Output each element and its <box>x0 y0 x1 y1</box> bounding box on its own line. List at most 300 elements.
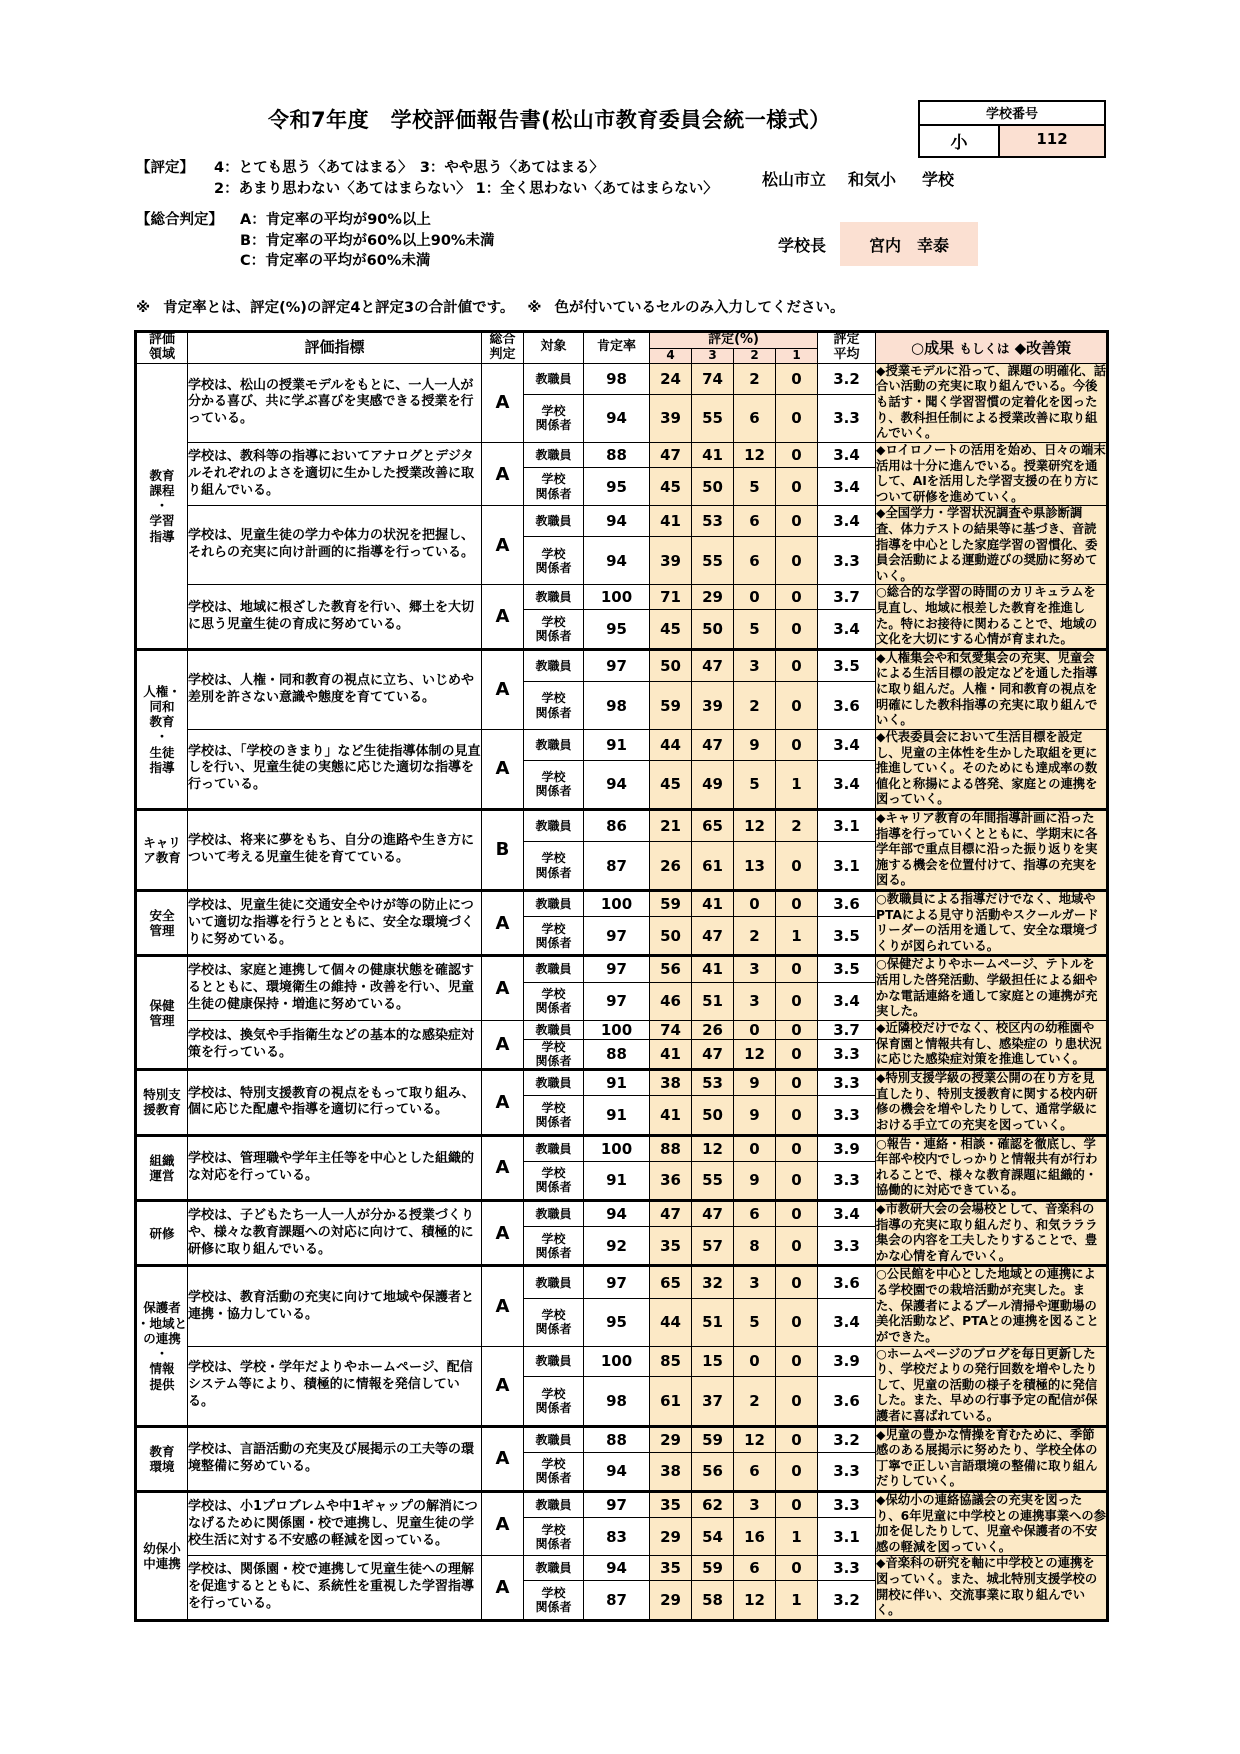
table-row <box>136 1426 1108 1452</box>
score-2-cell[interactable]: 5 <box>734 1298 776 1346</box>
score-3-cell[interactable]: 47 <box>692 916 734 955</box>
table-header <box>136 332 1108 364</box>
score-1-cell[interactable]: 0 <box>776 442 818 467</box>
comment-cell[interactable]: ◆近隣校だけでなく、校区内の幼稚園や保育園と情報共有し、感染症の り患状況に応じた感染症対策を推進していく。 <box>876 1020 1108 1069</box>
score-2-cell[interactable]: 9 <box>734 1096 776 1135</box>
col-header-positive-rate: 肯定率 <box>584 332 650 364</box>
average-cell: 3.3 <box>818 1161 876 1200</box>
score-4-cell[interactable]: 41 <box>650 506 692 537</box>
score-4-cell[interactable]: 56 <box>650 956 692 982</box>
score-1-cell[interactable]: 1 <box>776 760 818 809</box>
target-cell: 学校 関係者 <box>524 1298 584 1346</box>
average-cell: 3.4 <box>818 729 876 760</box>
score-4-cell[interactable]: 39 <box>650 394 692 442</box>
score-2-cell[interactable]: 8 <box>734 1227 776 1266</box>
domain-cell: 研修 <box>136 1201 188 1266</box>
score-2-cell[interactable]: 0 <box>734 1346 776 1377</box>
score-1-cell[interactable]: 0 <box>776 1201 818 1227</box>
score-4-cell[interactable]: 47 <box>650 1201 692 1227</box>
positive-rate-cell: 97 <box>584 1492 650 1518</box>
target-cell: 教職員 <box>524 1070 584 1096</box>
school-number-box <box>918 100 1106 158</box>
score-3-cell[interactable]: 55 <box>692 1161 734 1200</box>
average-cell: 3.3 <box>818 394 876 442</box>
judgement-legend-head: 【総合判定】 <box>136 212 223 228</box>
score-4-cell[interactable]: 74 <box>650 1020 692 1039</box>
score-2-cell[interactable]: 6 <box>734 1201 776 1227</box>
positive-rate-cell: 92 <box>584 1227 650 1266</box>
average-cell: 3.1 <box>818 809 876 841</box>
score-3-cell[interactable]: 49 <box>692 760 734 809</box>
domain-cell: 教育 課程 ・ 学習 指導 <box>136 363 188 649</box>
score-2-cell[interactable]: 6 <box>734 506 776 537</box>
target-cell: 学校 関係者 <box>524 1039 584 1069</box>
judgement-cell[interactable]: A <box>482 1201 524 1266</box>
indicator-cell: 学校は、管理職や学年主任等を中心とした組織的な対応を行っている。 <box>188 1135 482 1200</box>
score-3-cell[interactable]: 26 <box>692 1020 734 1039</box>
positive-rate-cell: 98 <box>584 682 650 730</box>
indicator-cell: 学校は、教科等の指導においてアナログとデジタルそれぞれのよさを適切に生かした授業改善に取り組んでいる。 <box>188 442 482 505</box>
average-cell: 3.3 <box>818 1096 876 1135</box>
score-4-cell[interactable]: 71 <box>650 585 692 610</box>
table-row <box>136 956 1108 982</box>
score-3-cell[interactable]: 12 <box>692 1135 734 1161</box>
score-4-cell[interactable]: 65 <box>650 1266 692 1298</box>
score-4-cell[interactable]: 41 <box>650 1039 692 1069</box>
target-cell: 学校 関係者 <box>524 1581 584 1621</box>
score-1-cell[interactable]: 0 <box>776 1096 818 1135</box>
score-4-cell[interactable]: 35 <box>650 1227 692 1266</box>
indicator-cell: 学校は、換気や手指衛生などの基本的な感染症対策を行っている。 <box>188 1020 482 1069</box>
judgement-legend-b: B：肯定率の平均が60%以上90%未満 <box>240 232 495 249</box>
school-kind-value: 小 <box>920 126 1000 156</box>
indicator-cell: 学校は、教育活動の充実に向けて地域や保護者と連携・協力している。 <box>188 1266 482 1346</box>
comment-cell[interactable]: ○教職員による指導だけでなく、地域やPTAによる見守り活動やスクールガードリーダーの活用を通して、安全な環境づくりが図られている。 <box>876 890 1108 955</box>
score-2-cell[interactable]: 0 <box>734 1020 776 1039</box>
domain-cell: 組織 運営 <box>136 1135 188 1200</box>
target-cell: 教職員 <box>524 363 584 394</box>
positive-rate-cell: 94 <box>584 1201 650 1227</box>
score-2-cell[interactable]: 12 <box>734 1581 776 1621</box>
average-cell: 3.3 <box>818 1227 876 1266</box>
comment-cell[interactable]: ◆全国学力・学習状況調査や県診断調査、体力テストの結果等に基づき、音読指導を中心とした家庭学習の習慣化、委員会活動による運動遊びの奨励に努めていく。 <box>876 506 1108 585</box>
score-1-cell[interactable]: 0 <box>776 610 818 650</box>
score-1-cell[interactable]: 0 <box>776 363 818 394</box>
score-3-cell[interactable]: 41 <box>692 890 734 916</box>
target-cell: 学校 関係者 <box>524 394 584 442</box>
comment-cell[interactable]: ◆キャリア教育の年間指導計画に沿った指導を行っていくとともに、学期末に各学年部で重点目標に沿った振り返りを実施する機会を位置付けて、指導の充実を図る。 <box>876 809 1108 890</box>
indicator-cell: 学校は、「学校のきまり」など生徒指導体制の見直しを行い、児童生徒の実態に応じた適切な指導を行っている。 <box>188 729 482 809</box>
judgement-legend-a: A：肯定率の平均が90%以上 <box>240 212 431 228</box>
comment-cell[interactable]: ◆保幼小の連絡協議会の充実を図ったり、6年児童に中学校との連携事業への参加を促したりして、児童や保護者の不安感の軽減を図っていく。 <box>876 1492 1108 1556</box>
score-4-cell[interactable]: 41 <box>650 1096 692 1135</box>
score-3-cell[interactable]: 41 <box>692 442 734 467</box>
col-header-score-3: 3 <box>692 349 734 364</box>
score-4-cell[interactable]: 47 <box>650 442 692 467</box>
score-2-cell[interactable]: 6 <box>734 1452 776 1491</box>
average-cell: 3.2 <box>818 363 876 394</box>
domain-cell: 安全 管理 <box>136 890 188 955</box>
score-1-cell[interactable]: 0 <box>776 1377 818 1426</box>
indicator-cell: 学校は、特別支援教育の視点をもって取り組み、個に応じた配慮や指導を適切に行っている。 <box>188 1070 482 1135</box>
target-cell: 教職員 <box>524 1135 584 1161</box>
score-1-cell[interactable]: 2 <box>776 809 818 841</box>
score-3-cell[interactable]: 55 <box>692 537 734 585</box>
note-line <box>136 296 845 317</box>
score-1-cell[interactable]: 0 <box>776 537 818 585</box>
target-cell: 教職員 <box>524 809 584 841</box>
comment-cell[interactable]: ◆人権集会や和気愛集会の充実、児童会による生活目標の設定などを通した指導に取り組んだ。人権・同和教育の視点を明確にした教科指導の充実に取り組んでいく。 <box>876 649 1108 729</box>
score-3-cell[interactable]: 65 <box>692 809 734 841</box>
school-name[interactable]: 和気小 <box>848 170 897 189</box>
score-2-cell[interactable]: 5 <box>734 760 776 809</box>
indicator-cell: 学校は、人権・同和教育の視点に立ち、いじめや差別を許さない意識や態度を育てている。 <box>188 649 482 729</box>
score-1-cell[interactable]: 0 <box>776 585 818 610</box>
score-1-cell[interactable]: 0 <box>776 649 818 681</box>
indicator-cell: 学校は、子どもたち一人一人が分かる授業づくりや、様々な教育課題への対応に向けて、積極的に研修に取り組んでいる。 <box>188 1201 482 1266</box>
score-1-cell[interactable]: 0 <box>776 1346 818 1377</box>
score-4-cell[interactable]: 39 <box>650 537 692 585</box>
col-header-score-1: 1 <box>776 349 818 364</box>
score-2-cell[interactable]: 12 <box>734 442 776 467</box>
score-1-cell[interactable]: 0 <box>776 1135 818 1161</box>
judgement-cell[interactable]: B <box>482 809 524 890</box>
score-3-cell[interactable]: 41 <box>692 956 734 982</box>
score-2-cell[interactable]: 6 <box>734 537 776 585</box>
score-3-cell[interactable]: 58 <box>692 1581 734 1621</box>
indicator-cell: 学校は、家庭と連携して個々の健康状態を確認するとともに、環境衛生の維持・改善を行い、児童生徒の健康保持・増進に努めている。 <box>188 956 482 1020</box>
score-1-cell[interactable]: 0 <box>776 682 818 730</box>
score-1-cell[interactable]: 0 <box>776 1266 818 1298</box>
rating-legend-line2: 2：あまり思わない〈あてはまらない〉 1：全く思わない〈あてはまらない〉 <box>214 180 718 197</box>
score-2-cell[interactable]: 2 <box>734 363 776 394</box>
average-cell: 3.3 <box>818 1492 876 1518</box>
score-3-cell[interactable]: 47 <box>692 649 734 681</box>
score-2-cell[interactable]: 6 <box>734 1556 776 1581</box>
score-3-cell[interactable]: 53 <box>692 1070 734 1096</box>
positive-rate-cell: 97 <box>584 956 650 982</box>
school-number-value[interactable]: 112 <box>1000 126 1104 156</box>
score-4-cell[interactable]: 29 <box>650 1518 692 1556</box>
average-cell: 3.4 <box>818 610 876 650</box>
indicator-cell: 学校は、児童生徒に交通安全やけが等の防止について適切な指導を行うとともに、安全な環境づくりに努めている。 <box>188 890 482 955</box>
score-2-cell[interactable]: 12 <box>734 1426 776 1452</box>
judgement-cell[interactable]: A <box>482 1346 524 1426</box>
table-row <box>136 506 1108 537</box>
average-cell: 3.4 <box>818 506 876 537</box>
judgement-cell[interactable]: A <box>482 1020 524 1069</box>
target-cell: 教職員 <box>524 890 584 916</box>
positive-rate-cell: 91 <box>584 729 650 760</box>
comment-cell[interactable]: ○保健だよりやホームページ、テトルを活用した啓発活動、学級担任による細やかな電話連絡を通して家庭との連携が充実した。 <box>876 956 1108 1020</box>
positive-rate-cell: 97 <box>584 982 650 1020</box>
score-3-cell[interactable]: 74 <box>692 363 734 394</box>
judgement-cell[interactable]: A <box>482 506 524 585</box>
comment-cell[interactable]: ◆児童の豊かな情操を育むために、季節感のある展掲示に努めたり、学校全体の丁寧で正しい言語環境の整備に取り組んだりしていく。 <box>876 1426 1108 1491</box>
score-1-cell[interactable]: 0 <box>776 1227 818 1266</box>
score-2-cell[interactable]: 0 <box>734 585 776 610</box>
target-cell: 学校 関係者 <box>524 982 584 1020</box>
school-number-label: 学校番号 <box>920 102 1104 126</box>
evaluation-table <box>134 330 1109 1622</box>
positive-rate-cell: 97 <box>584 1266 650 1298</box>
average-cell: 3.6 <box>818 682 876 730</box>
score-4-cell[interactable]: 21 <box>650 809 692 841</box>
score-2-cell[interactable]: 2 <box>734 916 776 955</box>
score-4-cell[interactable]: 85 <box>650 1346 692 1377</box>
average-cell: 3.3 <box>818 1070 876 1096</box>
score-3-cell[interactable]: 55 <box>692 394 734 442</box>
score-2-cell[interactable]: 16 <box>734 1518 776 1556</box>
target-cell: 教職員 <box>524 1266 584 1298</box>
judgement-cell[interactable]: A <box>482 1135 524 1200</box>
score-2-cell[interactable]: 9 <box>734 729 776 760</box>
target-cell: 教職員 <box>524 956 584 982</box>
score-4-cell[interactable]: 59 <box>650 682 692 730</box>
comment-cell[interactable]: ◆市教研大会の会場校として、音楽科の指導の充実に取り組んだり、和気ラララ集会の内容を工夫したりすることで、豊かな心情を育んでいく。 <box>876 1201 1108 1266</box>
average-cell: 3.6 <box>818 1266 876 1298</box>
target-cell: 学校 関係者 <box>524 1227 584 1266</box>
indicator-cell: 学校は、将来に夢をもち、自分の進路や生き方について考える児童生徒を育てている。 <box>188 809 482 890</box>
target-cell: 学校 関係者 <box>524 467 584 506</box>
score-1-cell[interactable]: 1 <box>776 1581 818 1621</box>
positive-rate-cell: 97 <box>584 916 650 955</box>
positive-rate-cell: 95 <box>584 467 650 506</box>
score-4-cell[interactable]: 59 <box>650 890 692 916</box>
positive-rate-cell: 100 <box>584 1020 650 1039</box>
score-1-cell[interactable]: 1 <box>776 916 818 955</box>
col-header-judgement: 総合 判定 <box>482 332 524 364</box>
target-cell: 学校 関係者 <box>524 682 584 730</box>
target-cell: 学校 関係者 <box>524 916 584 955</box>
score-2-cell[interactable]: 6 <box>734 394 776 442</box>
positive-rate-cell: 98 <box>584 363 650 394</box>
score-3-cell[interactable]: 50 <box>692 1096 734 1135</box>
score-1-cell[interactable]: 0 <box>776 842 818 891</box>
target-cell: 学校 関係者 <box>524 1161 584 1200</box>
score-1-cell[interactable]: 0 <box>776 1426 818 1452</box>
score-4-cell[interactable]: 26 <box>650 842 692 891</box>
score-2-cell[interactable]: 0 <box>734 1135 776 1161</box>
positive-rate-cell: 88 <box>584 1039 650 1069</box>
score-1-cell[interactable]: 0 <box>776 1161 818 1200</box>
score-2-cell[interactable]: 3 <box>734 956 776 982</box>
judgement-cell[interactable]: A <box>482 363 524 442</box>
score-3-cell[interactable]: 51 <box>692 982 734 1020</box>
score-1-cell[interactable]: 0 <box>776 1020 818 1039</box>
indicator-cell: 学校は、言語活動の充実及び展掲示の工夫等の環境整備に努めている。 <box>188 1426 482 1491</box>
score-2-cell[interactable]: 5 <box>734 610 776 650</box>
comment-cell[interactable]: ◆特別支援学級の授業公開の在り方を見直したり、特別支援教育に関する校内研修の機会を増やしたりして、通常学級における手立ての充実を図っていく。 <box>876 1070 1108 1135</box>
score-3-cell[interactable]: 47 <box>692 729 734 760</box>
target-cell: 学校 関係者 <box>524 1096 584 1135</box>
table-row <box>136 1020 1108 1039</box>
indicator-cell: 学校は、小1プロブレムや中1ギャップの解消につなげるために関係園・校で連携し、児童生徒の学校生活に対する不安感の軽減を図っている。 <box>188 1492 482 1556</box>
score-1-cell[interactable]: 0 <box>776 890 818 916</box>
score-3-cell[interactable]: 29 <box>692 585 734 610</box>
score-4-cell[interactable]: 46 <box>650 982 692 1020</box>
score-2-cell[interactable]: 0 <box>734 890 776 916</box>
judgement-cell[interactable]: A <box>482 1266 524 1346</box>
score-3-cell[interactable]: 39 <box>692 682 734 730</box>
judgement-cell[interactable]: A <box>482 956 524 1020</box>
target-cell: 教職員 <box>524 729 584 760</box>
judgement-cell[interactable]: A <box>482 729 524 809</box>
indicator-cell: 学校は、地域に根ざした教育を行い、郷土を大切に思う児童生徒の育成に努めている。 <box>188 585 482 649</box>
positive-rate-cell: 87 <box>584 842 650 891</box>
score-1-cell[interactable]: 1 <box>776 1518 818 1556</box>
principal-label: 学校長 <box>778 235 827 255</box>
note-mark-1: ※ <box>136 300 151 316</box>
score-4-cell[interactable]: 61 <box>650 1377 692 1426</box>
table-row <box>136 1492 1108 1518</box>
score-1-cell[interactable]: 0 <box>776 1070 818 1096</box>
positive-rate-cell: 94 <box>584 394 650 442</box>
score-1-cell[interactable]: 0 <box>776 1039 818 1069</box>
score-4-cell[interactable]: 50 <box>650 916 692 955</box>
target-cell: 教職員 <box>524 649 584 681</box>
score-4-cell[interactable]: 38 <box>650 1070 692 1096</box>
score-1-cell[interactable]: 0 <box>776 1298 818 1346</box>
comment-cell[interactable]: ◆音楽科の研究を軸に中学校との連携を図っていく。また、城北特別支援学校の開校に伴い、交流事業に取り組んでいく。 <box>876 1556 1108 1620</box>
table-row <box>136 363 1108 394</box>
judgement-cell[interactable]: A <box>482 1492 524 1556</box>
score-3-cell[interactable]: 59 <box>692 1426 734 1452</box>
average-cell: 3.4 <box>818 1201 876 1227</box>
principal-name-field[interactable]: 宮内 幸泰 <box>840 222 978 266</box>
score-2-cell[interactable]: 9 <box>734 1070 776 1096</box>
score-1-cell[interactable]: 0 <box>776 729 818 760</box>
score-3-cell[interactable]: 15 <box>692 1346 734 1377</box>
score-3-cell[interactable]: 61 <box>692 842 734 891</box>
target-cell: 教職員 <box>524 506 584 537</box>
score-3-cell[interactable]: 56 <box>692 1452 734 1491</box>
score-3-cell[interactable]: 47 <box>692 1201 734 1227</box>
judgement-cell[interactable]: A <box>482 1070 524 1135</box>
comment-cell[interactable]: ○ホームページのブログを毎日更新したり、学校だよりの発行回数を増やしたりして、児童の活動の様子を積極的に発信した。また、早めの行事予定の配信が保護者に喜ばれている。 <box>876 1346 1108 1426</box>
score-4-cell[interactable]: 45 <box>650 610 692 650</box>
score-2-cell[interactable]: 3 <box>734 1492 776 1518</box>
score-4-cell[interactable]: 38 <box>650 1452 692 1491</box>
col-header-domain: 評価 領域 <box>136 332 188 364</box>
positive-rate-cell: 100 <box>584 1135 650 1161</box>
table-row <box>136 1556 1108 1581</box>
judgement-cell[interactable]: A <box>482 890 524 955</box>
note-mark-2: ※ <box>527 300 542 316</box>
score-3-cell[interactable]: 62 <box>692 1492 734 1518</box>
score-2-cell[interactable]: 12 <box>734 1039 776 1069</box>
score-1-cell[interactable]: 0 <box>776 956 818 982</box>
col-header-average: 評定 平均 <box>818 332 876 364</box>
score-3-cell[interactable]: 37 <box>692 1377 734 1426</box>
score-4-cell[interactable]: 24 <box>650 363 692 394</box>
score-3-cell[interactable]: 59 <box>692 1556 734 1581</box>
table-row <box>136 585 1108 610</box>
positive-rate-cell: 91 <box>584 1096 650 1135</box>
positive-rate-cell: 97 <box>584 649 650 681</box>
indicator-cell: 学校は、学校・学年だよりやホームページ、配信システム等により、積極的に情報を発信している。 <box>188 1346 482 1426</box>
school-suffix: 学校 <box>922 170 955 189</box>
positive-rate-cell: 91 <box>584 1161 650 1200</box>
score-2-cell[interactable]: 2 <box>734 1377 776 1426</box>
school-name-line <box>762 167 954 190</box>
score-4-cell[interactable]: 45 <box>650 467 692 506</box>
positive-rate-cell: 83 <box>584 1518 650 1556</box>
judgement-cell[interactable]: A <box>482 585 524 649</box>
score-2-cell[interactable]: 12 <box>734 809 776 841</box>
score-4-cell[interactable]: 44 <box>650 1298 692 1346</box>
score-4-cell[interactable]: 36 <box>650 1161 692 1200</box>
score-3-cell[interactable]: 54 <box>692 1518 734 1556</box>
score-2-cell[interactable]: 3 <box>734 982 776 1020</box>
score-3-cell[interactable]: 50 <box>692 610 734 650</box>
target-cell: 学校 関係者 <box>524 1452 584 1491</box>
score-2-cell[interactable]: 13 <box>734 842 776 891</box>
score-3-cell[interactable]: 50 <box>692 467 734 506</box>
target-cell: 教職員 <box>524 442 584 467</box>
score-3-cell[interactable]: 53 <box>692 506 734 537</box>
positive-rate-cell: 100 <box>584 890 650 916</box>
comment-cell[interactable]: ◆授業モデルに沿って、課題の明確化、話合い活動の充実に取り組んでいる。今後も話す・聞く学習習慣の定着化を図ったり、教科担任制による授業改善に取り組んでいく。 <box>876 363 1108 442</box>
score-1-cell[interactable]: 0 <box>776 982 818 1020</box>
score-1-cell[interactable]: 0 <box>776 394 818 442</box>
comment-cell[interactable]: ○公民館を中心とした地域との連携による学校園での栽培活動が充実した。また、保護者によるプール清掃や運動場の美化活動など、PTAとの連携を図ることができた。 <box>876 1266 1108 1346</box>
score-2-cell[interactable]: 3 <box>734 649 776 681</box>
score-3-cell[interactable]: 51 <box>692 1298 734 1346</box>
judgement-cell[interactable]: A <box>482 1556 524 1620</box>
score-2-cell[interactable]: 3 <box>734 1266 776 1298</box>
target-cell: 学校 関係者 <box>524 610 584 650</box>
score-4-cell[interactable]: 45 <box>650 760 692 809</box>
score-1-cell[interactable]: 0 <box>776 467 818 506</box>
score-4-cell[interactable]: 50 <box>650 649 692 681</box>
col-header-score-2: 2 <box>734 349 776 364</box>
average-cell: 3.9 <box>818 1135 876 1161</box>
score-4-cell[interactable]: 29 <box>650 1426 692 1452</box>
judgement-cell[interactable]: A <box>482 1426 524 1491</box>
score-3-cell[interactable]: 32 <box>692 1266 734 1298</box>
col-header-indicator: 評価指標 <box>188 332 482 364</box>
judgement-cell[interactable]: A <box>482 649 524 729</box>
score-2-cell[interactable]: 9 <box>734 1161 776 1200</box>
comment-cell[interactable]: ○総合的な学習の時間のカリキュラムを見直し、地域に根差した教育を推進した。特にお接待に関わることで、地域の文化を大切にする心情が育まれた。 <box>876 585 1108 649</box>
score-1-cell[interactable]: 0 <box>776 1492 818 1518</box>
target-cell: 学校 関係者 <box>524 842 584 891</box>
positive-rate-cell: 98 <box>584 1377 650 1426</box>
score-1-cell[interactable]: 0 <box>776 1556 818 1581</box>
score-4-cell[interactable]: 44 <box>650 729 692 760</box>
positive-rate-cell: 94 <box>584 506 650 537</box>
score-4-cell[interactable]: 35 <box>650 1556 692 1581</box>
score-3-cell[interactable]: 47 <box>692 1039 734 1069</box>
score-2-cell[interactable]: 5 <box>734 467 776 506</box>
positive-rate-cell: 94 <box>584 537 650 585</box>
rating-legend-line1: 4：とても思う〈あてはまる〉 3：やや思う〈あてはまる〉 <box>214 160 604 176</box>
score-2-cell[interactable]: 2 <box>734 682 776 730</box>
judgement-cell[interactable]: A <box>482 442 524 505</box>
score-4-cell[interactable]: 35 <box>650 1492 692 1518</box>
comment-cell[interactable]: ○報告・連絡・相談・確認を徹底し、学年部や校内でしっかりと情報共有が行われることで、様々な教育課題に組織的・協働的に対応できている。 <box>876 1135 1108 1200</box>
score-4-cell[interactable]: 29 <box>650 1581 692 1621</box>
score-1-cell[interactable]: 0 <box>776 506 818 537</box>
score-1-cell[interactable]: 0 <box>776 1452 818 1491</box>
comment-cell[interactable]: ◆代表委員会において生活目標を設定し、児童の主体性を生かした取組を更に推進していく。そのためにも達成率の数値化と称揚による啓発、家庭との連携を図っていく。 <box>876 729 1108 809</box>
comment-cell[interactable]: ◆ロイロノートの活用を始め、日々の端末活用は十分に進んでいる。授業研究を通して、AIを活用した学習支援の在り方について研修を進めていく。 <box>876 442 1108 505</box>
score-4-cell[interactable]: 88 <box>650 1135 692 1161</box>
domain-cell: 幼保小 中連携 <box>136 1492 188 1621</box>
table-body <box>136 363 1108 1620</box>
score-3-cell[interactable]: 57 <box>692 1227 734 1266</box>
